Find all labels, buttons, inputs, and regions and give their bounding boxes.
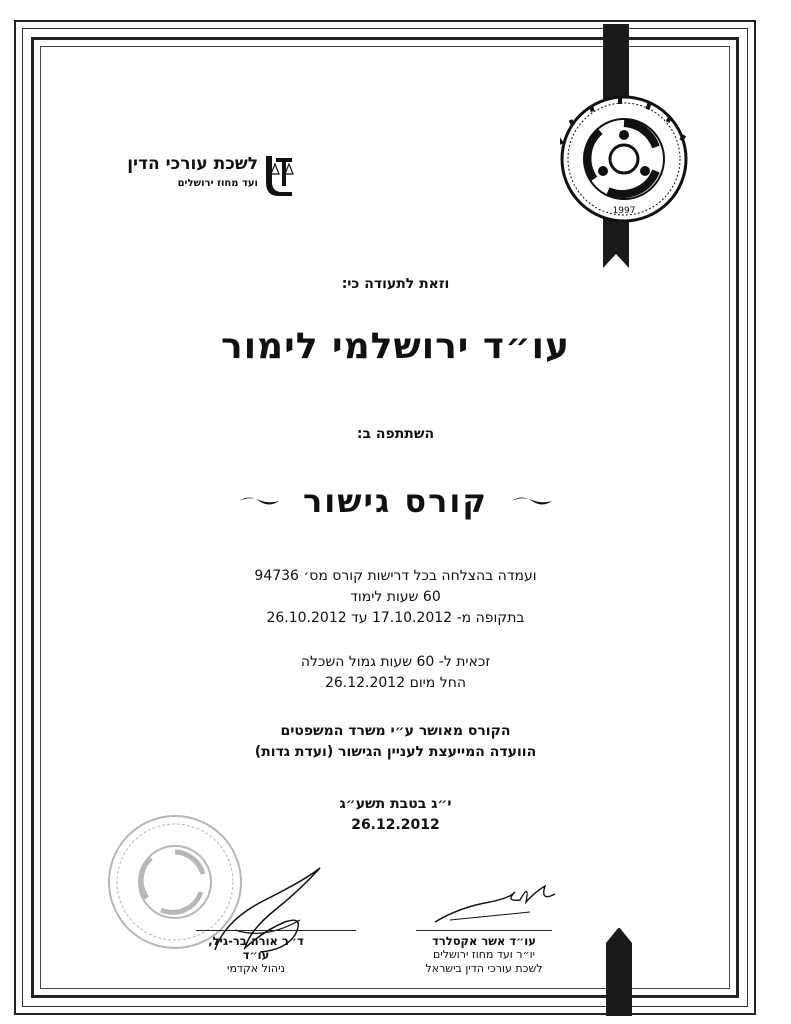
signatory-right-role-1: יו״ר ועד מחוז ירושלים [432, 948, 536, 961]
scales-logo-icon [262, 152, 296, 198]
logo-subtitle: ועד מחוז ירושלים [177, 178, 258, 189]
logo-title: לשכת עורכי הדין [127, 154, 258, 174]
participated-text: השתתפה ב: [356, 426, 435, 442]
credit-from-line: החל מיום 26.12.2012 [324, 675, 467, 691]
ornament-right-icon [510, 494, 554, 508]
credit-line: זכאית ל- 60 שעות גמול השכלה [300, 654, 491, 670]
seal-year: 1997 [612, 206, 636, 216]
hereby-text: וזאת לתעודה כי: [341, 276, 450, 292]
credit-details [0, 652, 791, 694]
signature-right-icon [430, 872, 560, 932]
approval-details [0, 721, 791, 763]
ornament-left-icon [237, 494, 281, 508]
course-title-row [0, 478, 791, 520]
signature-line-right [416, 930, 552, 931]
course-details [0, 566, 791, 629]
signature-left [196, 934, 316, 976]
recipient-name: עו״ד ירושלמי לימור [221, 326, 570, 367]
hours-line: 60 שעות לימוד [350, 589, 441, 605]
signature-right [414, 934, 554, 976]
signatory-left-role-1: ניהול אקדמי [227, 962, 285, 975]
gregorian-date: 26.12.2012 [351, 817, 440, 833]
course-title: קורס גישור [303, 482, 488, 520]
period-line: בתקופה מ- 17.10.2012 עד 26.10.2012 [266, 610, 525, 626]
completion-line: ועמדה בהצלחה בכל דרישות קורס מס׳ 94736 [254, 568, 537, 584]
mediation-seal-icon [560, 95, 688, 223]
approval-line-2: הוועדה המייעצת לעניין הגישור (ועדת גדות) [254, 744, 537, 760]
signatory-right-name: עו״ד אשר אקסלרד [432, 934, 536, 948]
hebrew-date: י״ג בטבת תשע״ג [339, 796, 452, 812]
signatory-right-role-2: לשכת עורכי הדין בישראל [425, 962, 543, 975]
signatory-left-name: ד״ר אורה בר-גיל, עו״ד [208, 934, 304, 962]
ribbon-bottom [606, 928, 632, 1016]
signature-line-left [196, 930, 356, 931]
bar-association-logo [110, 150, 296, 202]
approval-line-1: הקורס מאושר ע״י משרד המשפטים [280, 723, 511, 739]
